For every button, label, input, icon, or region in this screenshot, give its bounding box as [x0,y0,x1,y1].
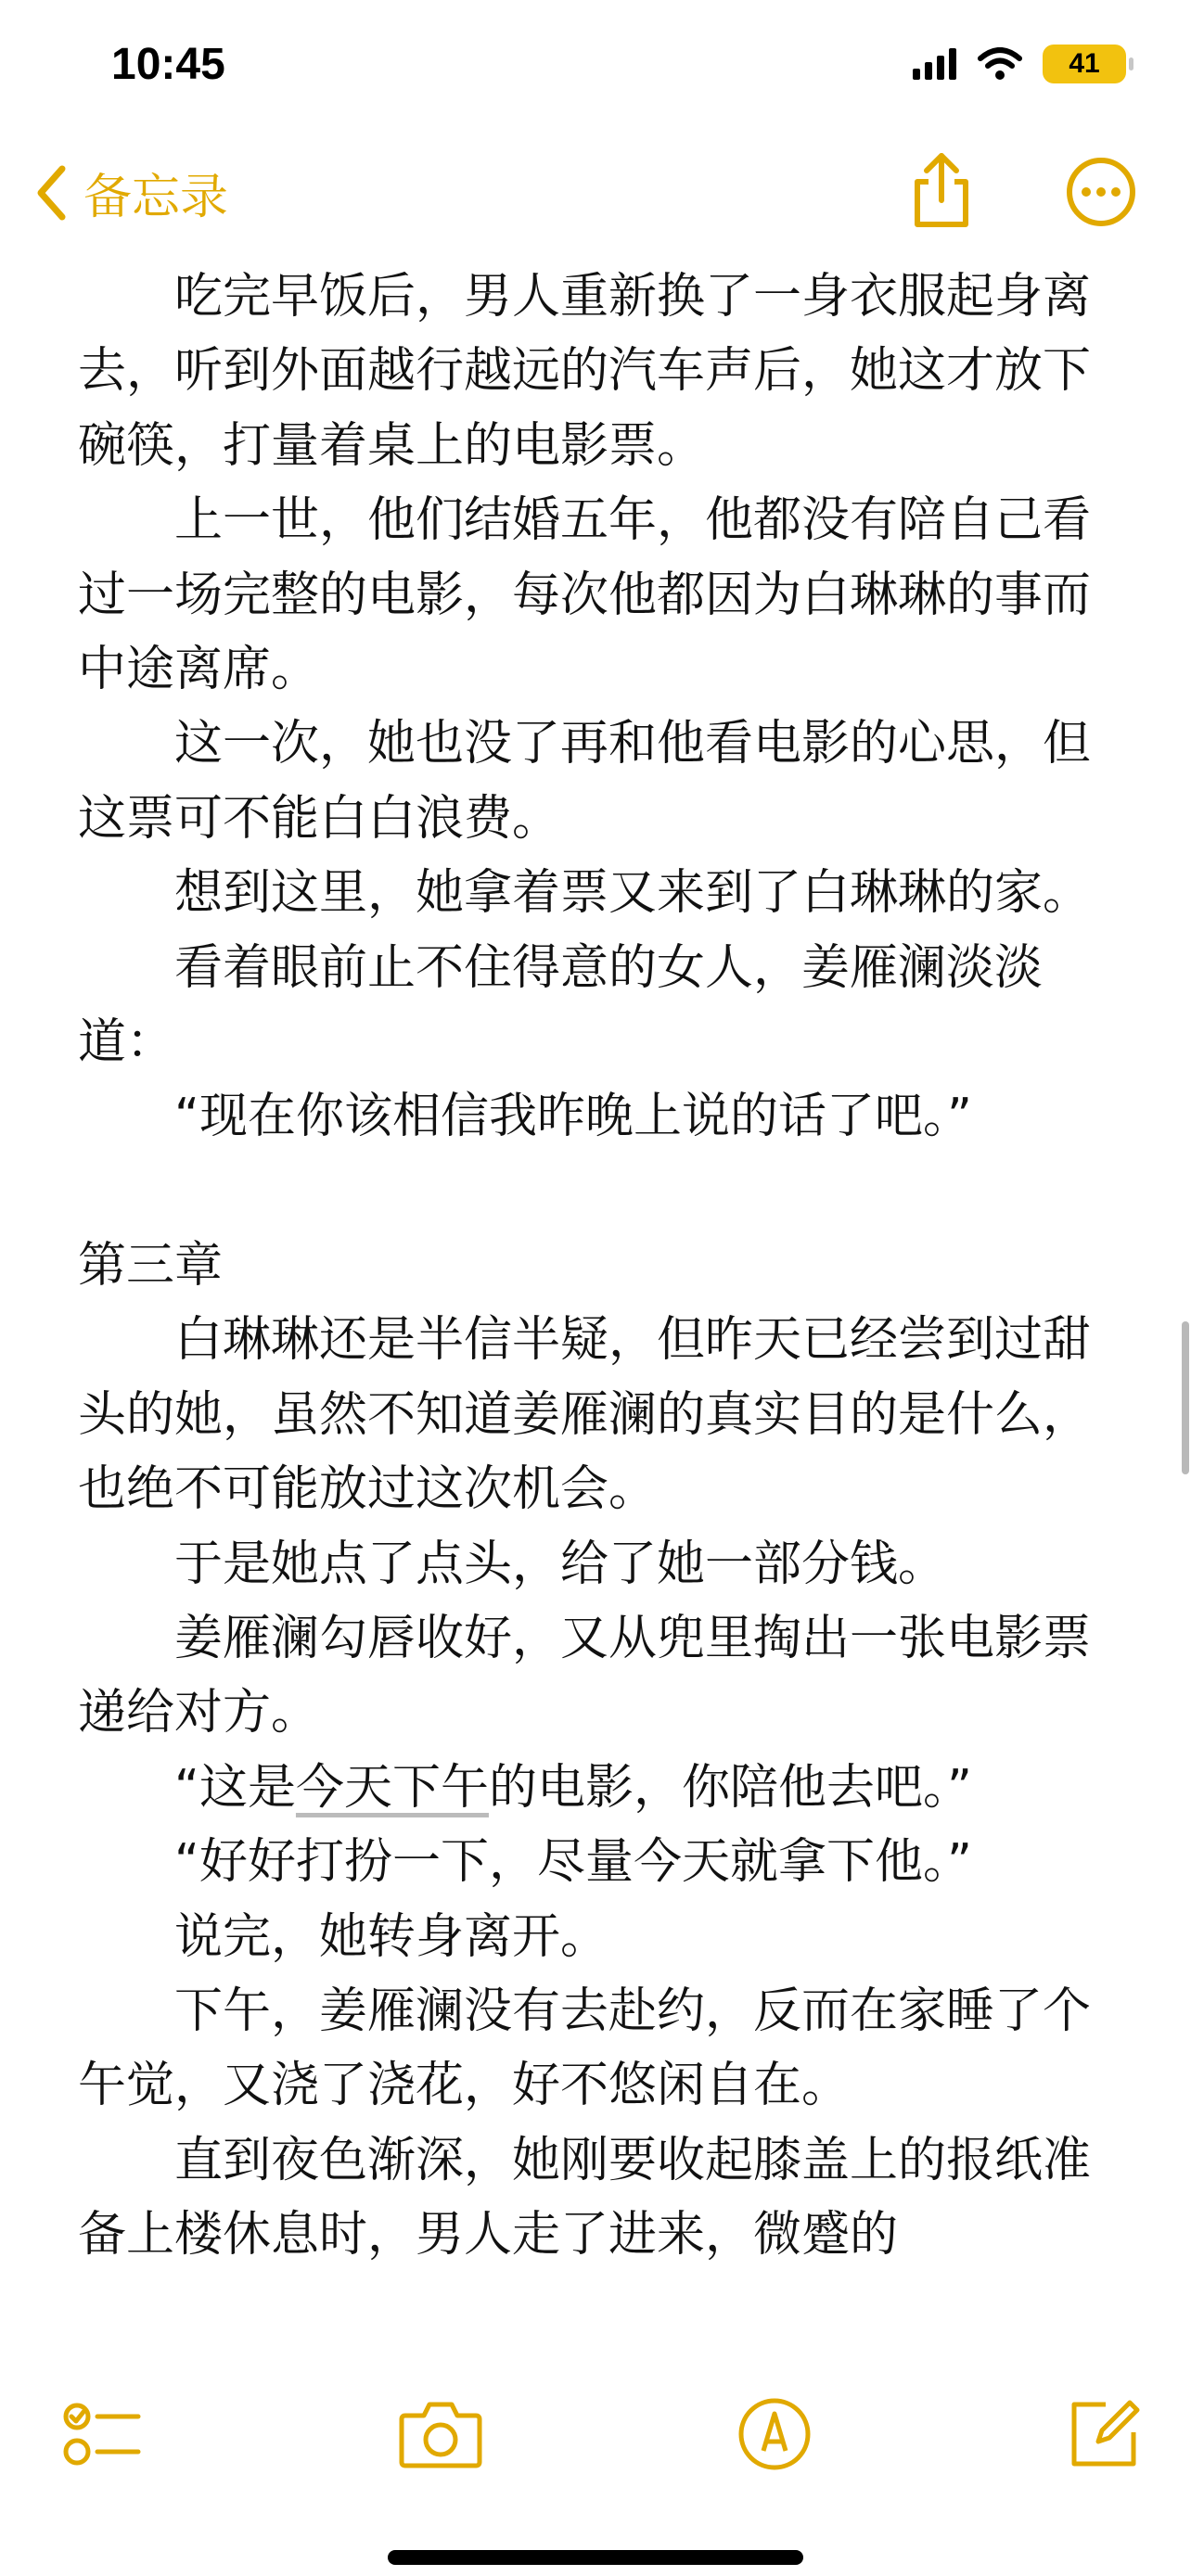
note-paragraph: “好好打扮一下，尽量今天就拿下他。” [174,1834,972,1891]
note-paragraph: 这一次，她也没了再和他看电影的心思，但这票可不能白白浪费。 [78,716,1092,847]
note-paragraph: 下午，姜雁澜没有去赴约，反而在家睡了个午觉，又浇了浇花，好不悠闲自在。 [78,1983,1092,2114]
note-paragraph-quote [78,1751,1126,1825]
status-icons [913,45,1126,83]
status-time: 10:45 [111,40,225,89]
note-paragraph: 直到夜色渐深，她刚要收起膝盖上的报纸准备上楼休息时，男人走了进来，微蹙的 [78,2132,1092,2264]
more-icon [1065,156,1137,228]
nav-bar [0,139,1191,250]
note-paragraph: 说完，她转身离开。 [174,1908,609,1965]
compose-icon [1065,2395,1143,2473]
note-paragraph: 于是她点了点头，给了她一部分钱。 [174,1536,947,1592]
chevron-left-icon [35,163,67,223]
back-label: 备忘录 [83,170,229,225]
note-paragraph: 姜雁澜勾唇收好，又从兜里掏出一张电影票递给对方。 [78,1610,1092,1741]
note-paragraph: 白琳琳还是半信半疑，但昨天已经尝到过甜头的她，虽然不知道姜雁澜的真实目的是什么，也绝不可能放过这次机会。 [78,1312,1092,1518]
more-button[interactable] [1065,156,1137,232]
chapter-title: 第三章 [78,1237,224,1294]
back-button[interactable] [35,158,228,227]
note-paragraph: 看着眼前止不住得意的女人，姜雁澜淡淡道： [78,939,1044,1071]
note-body[interactable] [78,260,1126,2273]
note-paragraph: 上一世，他们结婚五年，他都没有陪自己看过一场完整的电影，每次他都因为白琳琳的事而中途离席。 [78,492,1092,698]
quote-prefix: “这是 [174,1759,296,1816]
share-button[interactable] [904,148,979,236]
markup-button[interactable] [724,2383,826,2485]
compose-button[interactable] [1053,2383,1155,2485]
note-paragraph: “现在你该相信我昨晚上说的话了吧。” [174,1089,972,1145]
camera-icon [398,2397,483,2471]
signal-icon [913,48,957,80]
checklist-icon [60,2392,144,2476]
markup-pen-icon [736,2395,813,2473]
blank-line [78,1154,1126,1229]
share-icon [904,148,979,232]
note-paragraph: 想到这里，她拿着票又来到了白琳琳的家。 [174,865,1092,922]
camera-button[interactable] [390,2383,492,2485]
quote-suffix: 的电影，你陪他去吧。” [488,1759,972,1816]
home-indicator[interactable] [388,2550,803,2565]
scroll-indicator[interactable] [1182,1321,1189,1474]
note-paragraph: 吃完早饭后，男人重新换了一身衣服起身离去，听到外面越行越远的汽车声后，她这才放下碗筷，打量着桌上的电影票。 [78,269,1092,474]
status-bar [0,0,1191,139]
battery-level: 41 [1069,48,1100,79]
underlined-text: 今天下午 [295,1759,489,1816]
bottom-toolbar [0,2383,1191,2494]
checklist-button[interactable] [51,2383,153,2485]
battery-icon [1043,45,1126,83]
wifi-icon [978,47,1022,81]
